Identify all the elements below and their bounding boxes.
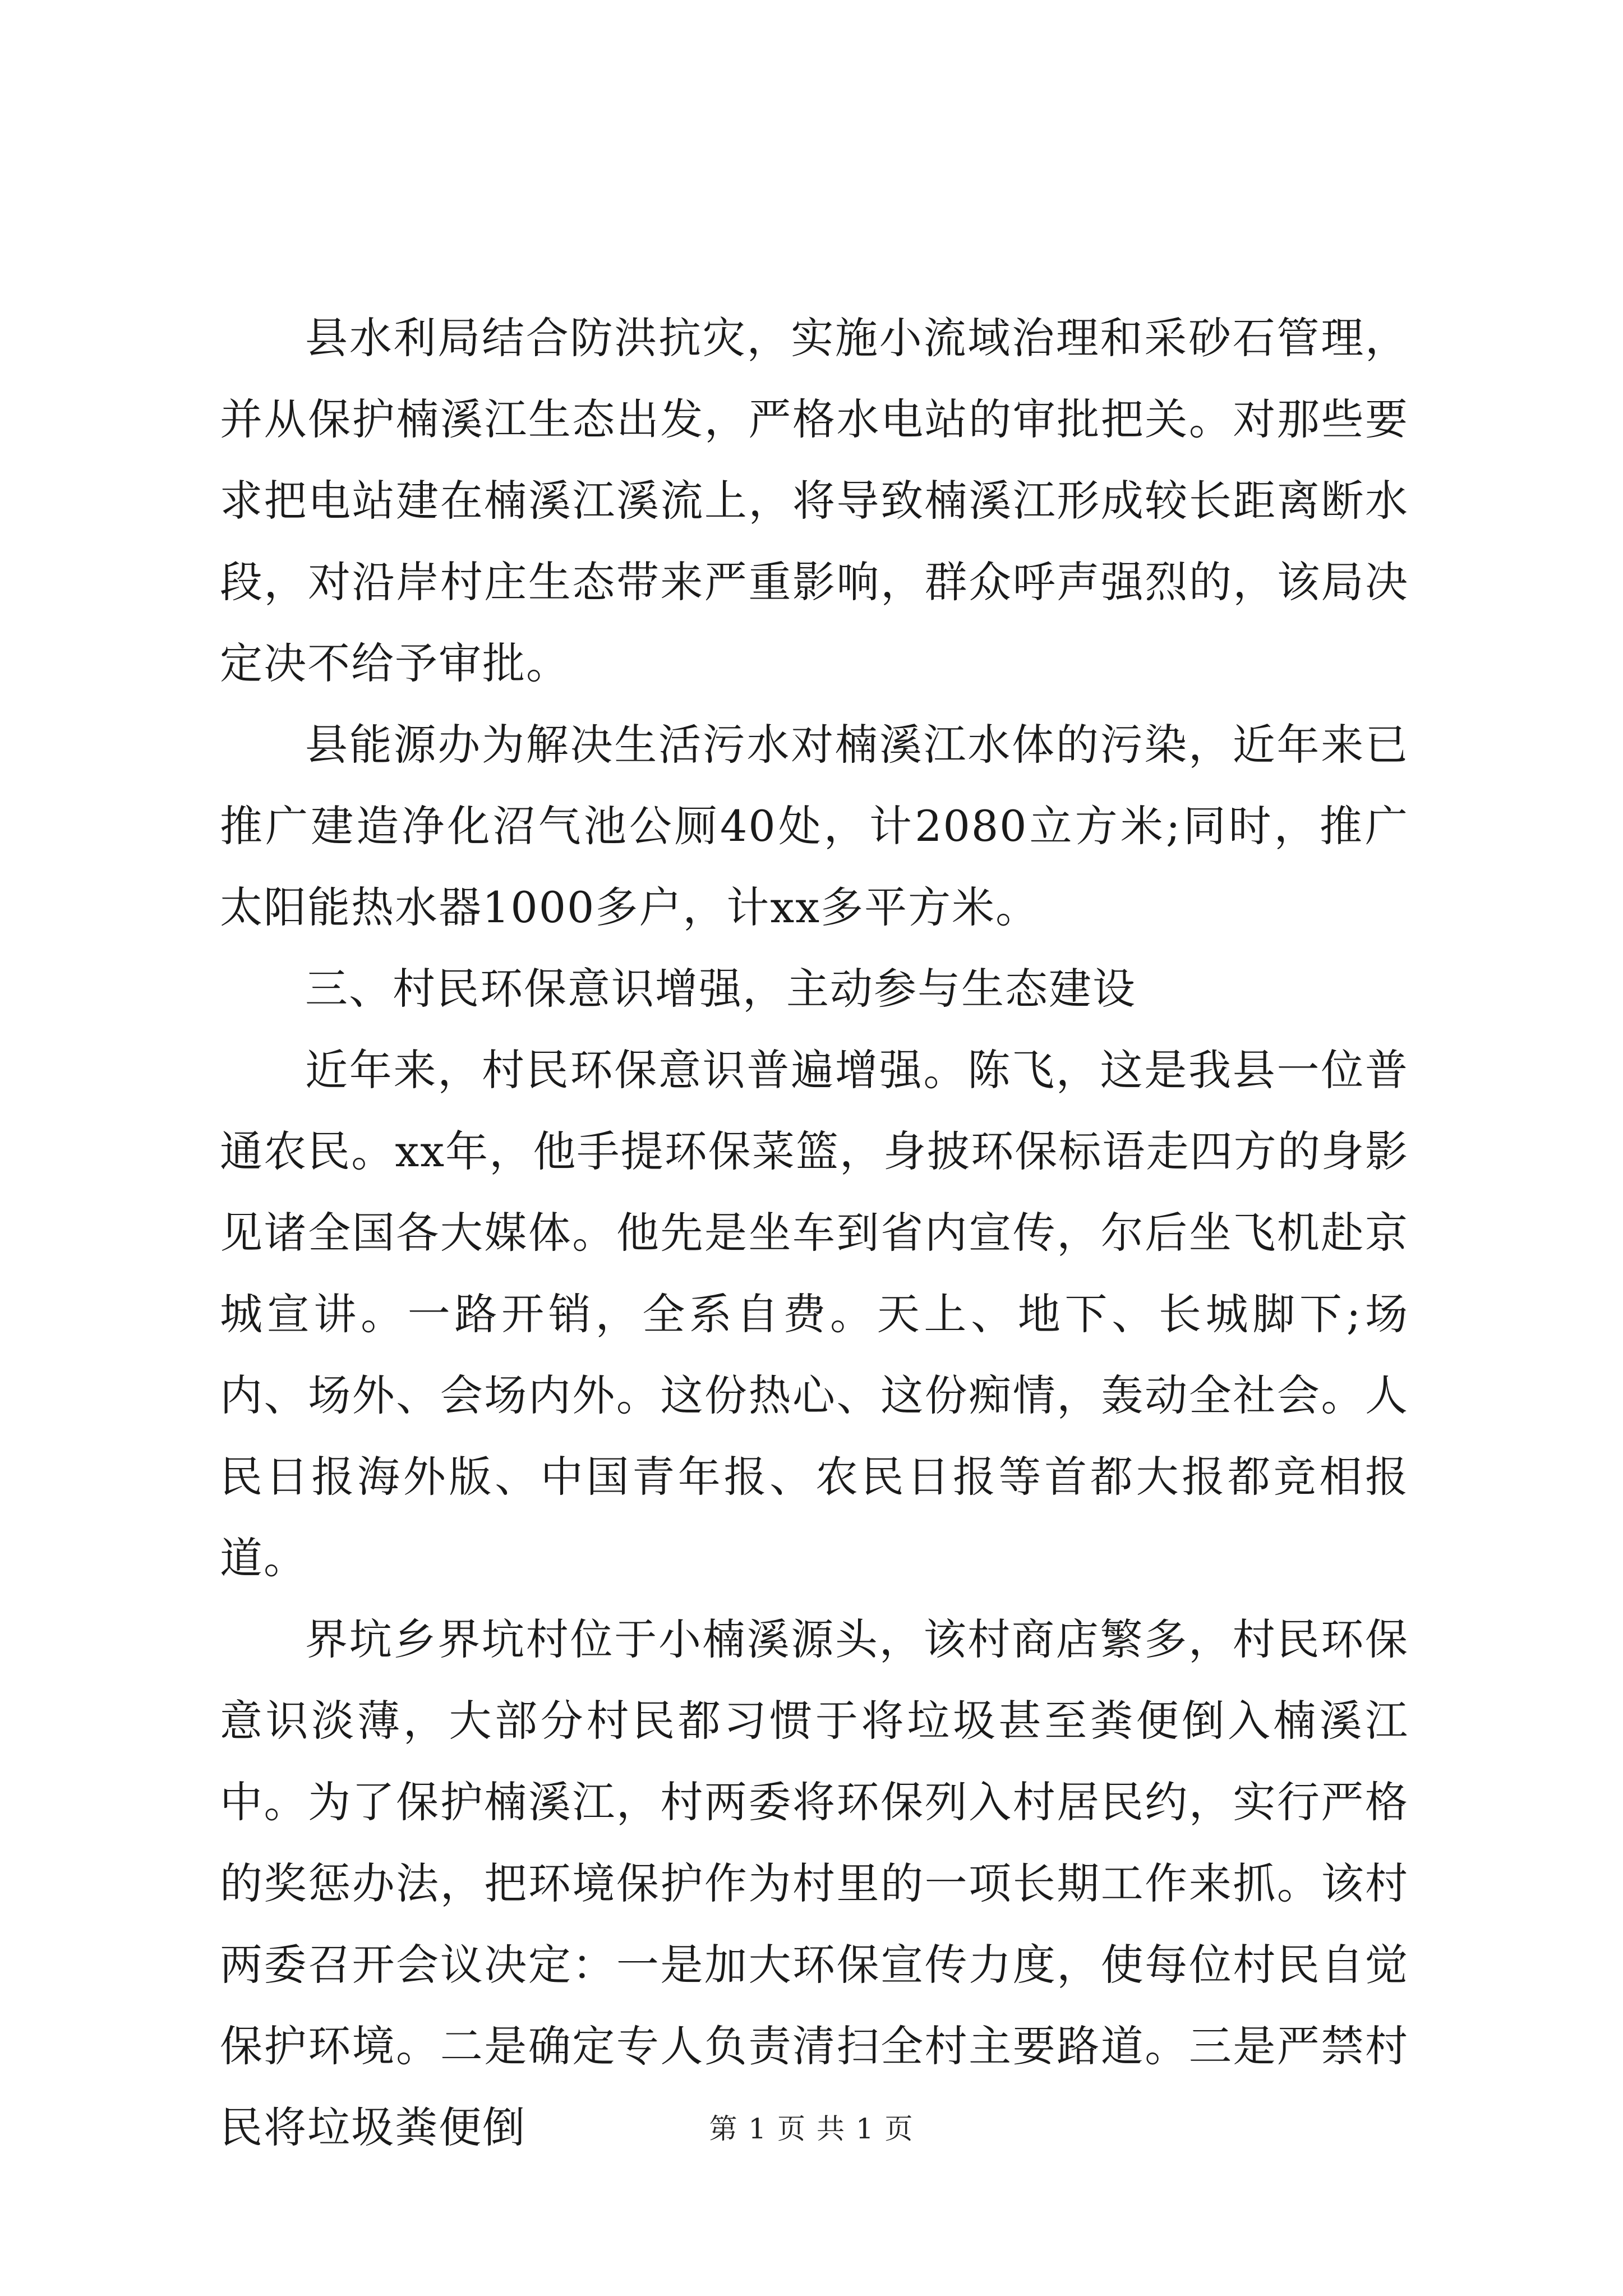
page-number-footer: 第 1 页 共 1 页 <box>709 2113 914 2145</box>
paragraph-jiekeng-village: 界坑乡界坑村位于小楠溪源头，该村商店繁多，村民环保意识淡薄，大部分村民都习惯于将垃圾甚至粪便倒入楠溪江中。为了保护楠溪江，村两委将环保列入村居民约，实行严格的奖惩办法，把环境保护作为村里的一项长期工作来抓。该村两委召开会议决定：一是加大环保宣传力度，使每位村民自觉保护环境。二是确定专人负责清扫全村主要路道。三是严禁村民将垃圾粪便倒 <box>220 1614 1409 2152</box>
paragraph-water-bureau: 县水利局结合防洪抗灾，实施小流域治理和采砂石管理，并从保护楠溪江生态出发，严格水电站的审批把关。对那些要求把电站建在楠溪江溪流上，将导致楠溪江形成较长距离断水段，对沿岸村庄生态带来严重影响，群众呼声强烈的，该局决定决不给予审批。 <box>220 313 1409 688</box>
paragraph-energy-office: 县能源办为解决生活污水对楠溪江水体的污染，近年来已推广建造净化沼气池公厕40处，计2080立方米;同时，推广太阳能热水器1000多户，计xx多平方米。 <box>220 720 1409 932</box>
section-heading: 三、村民环保意识增强，主动参与生态建设 <box>305 964 1136 1014</box>
document-body <box>220 297 1409 2168</box>
paragraph-villager-awareness: 近年来，村民环保意识普遍增强。陈飞，这是我县一位普通农民。xx年，他手提环保菜篮，身披环保标语走四方的身影见诸全国各大媒体。他先是坐车到省内宣传，尔后坐飞机赴京城宣讲。一路开销，全系自费。天上、地下、长城脚下;场内、场外、会场内外。这份热心、这份痴情，轰动全社会。人民日报海外版、中国青年报、农民日报等首都大报都竞相报道。 <box>220 1045 1409 1583</box>
